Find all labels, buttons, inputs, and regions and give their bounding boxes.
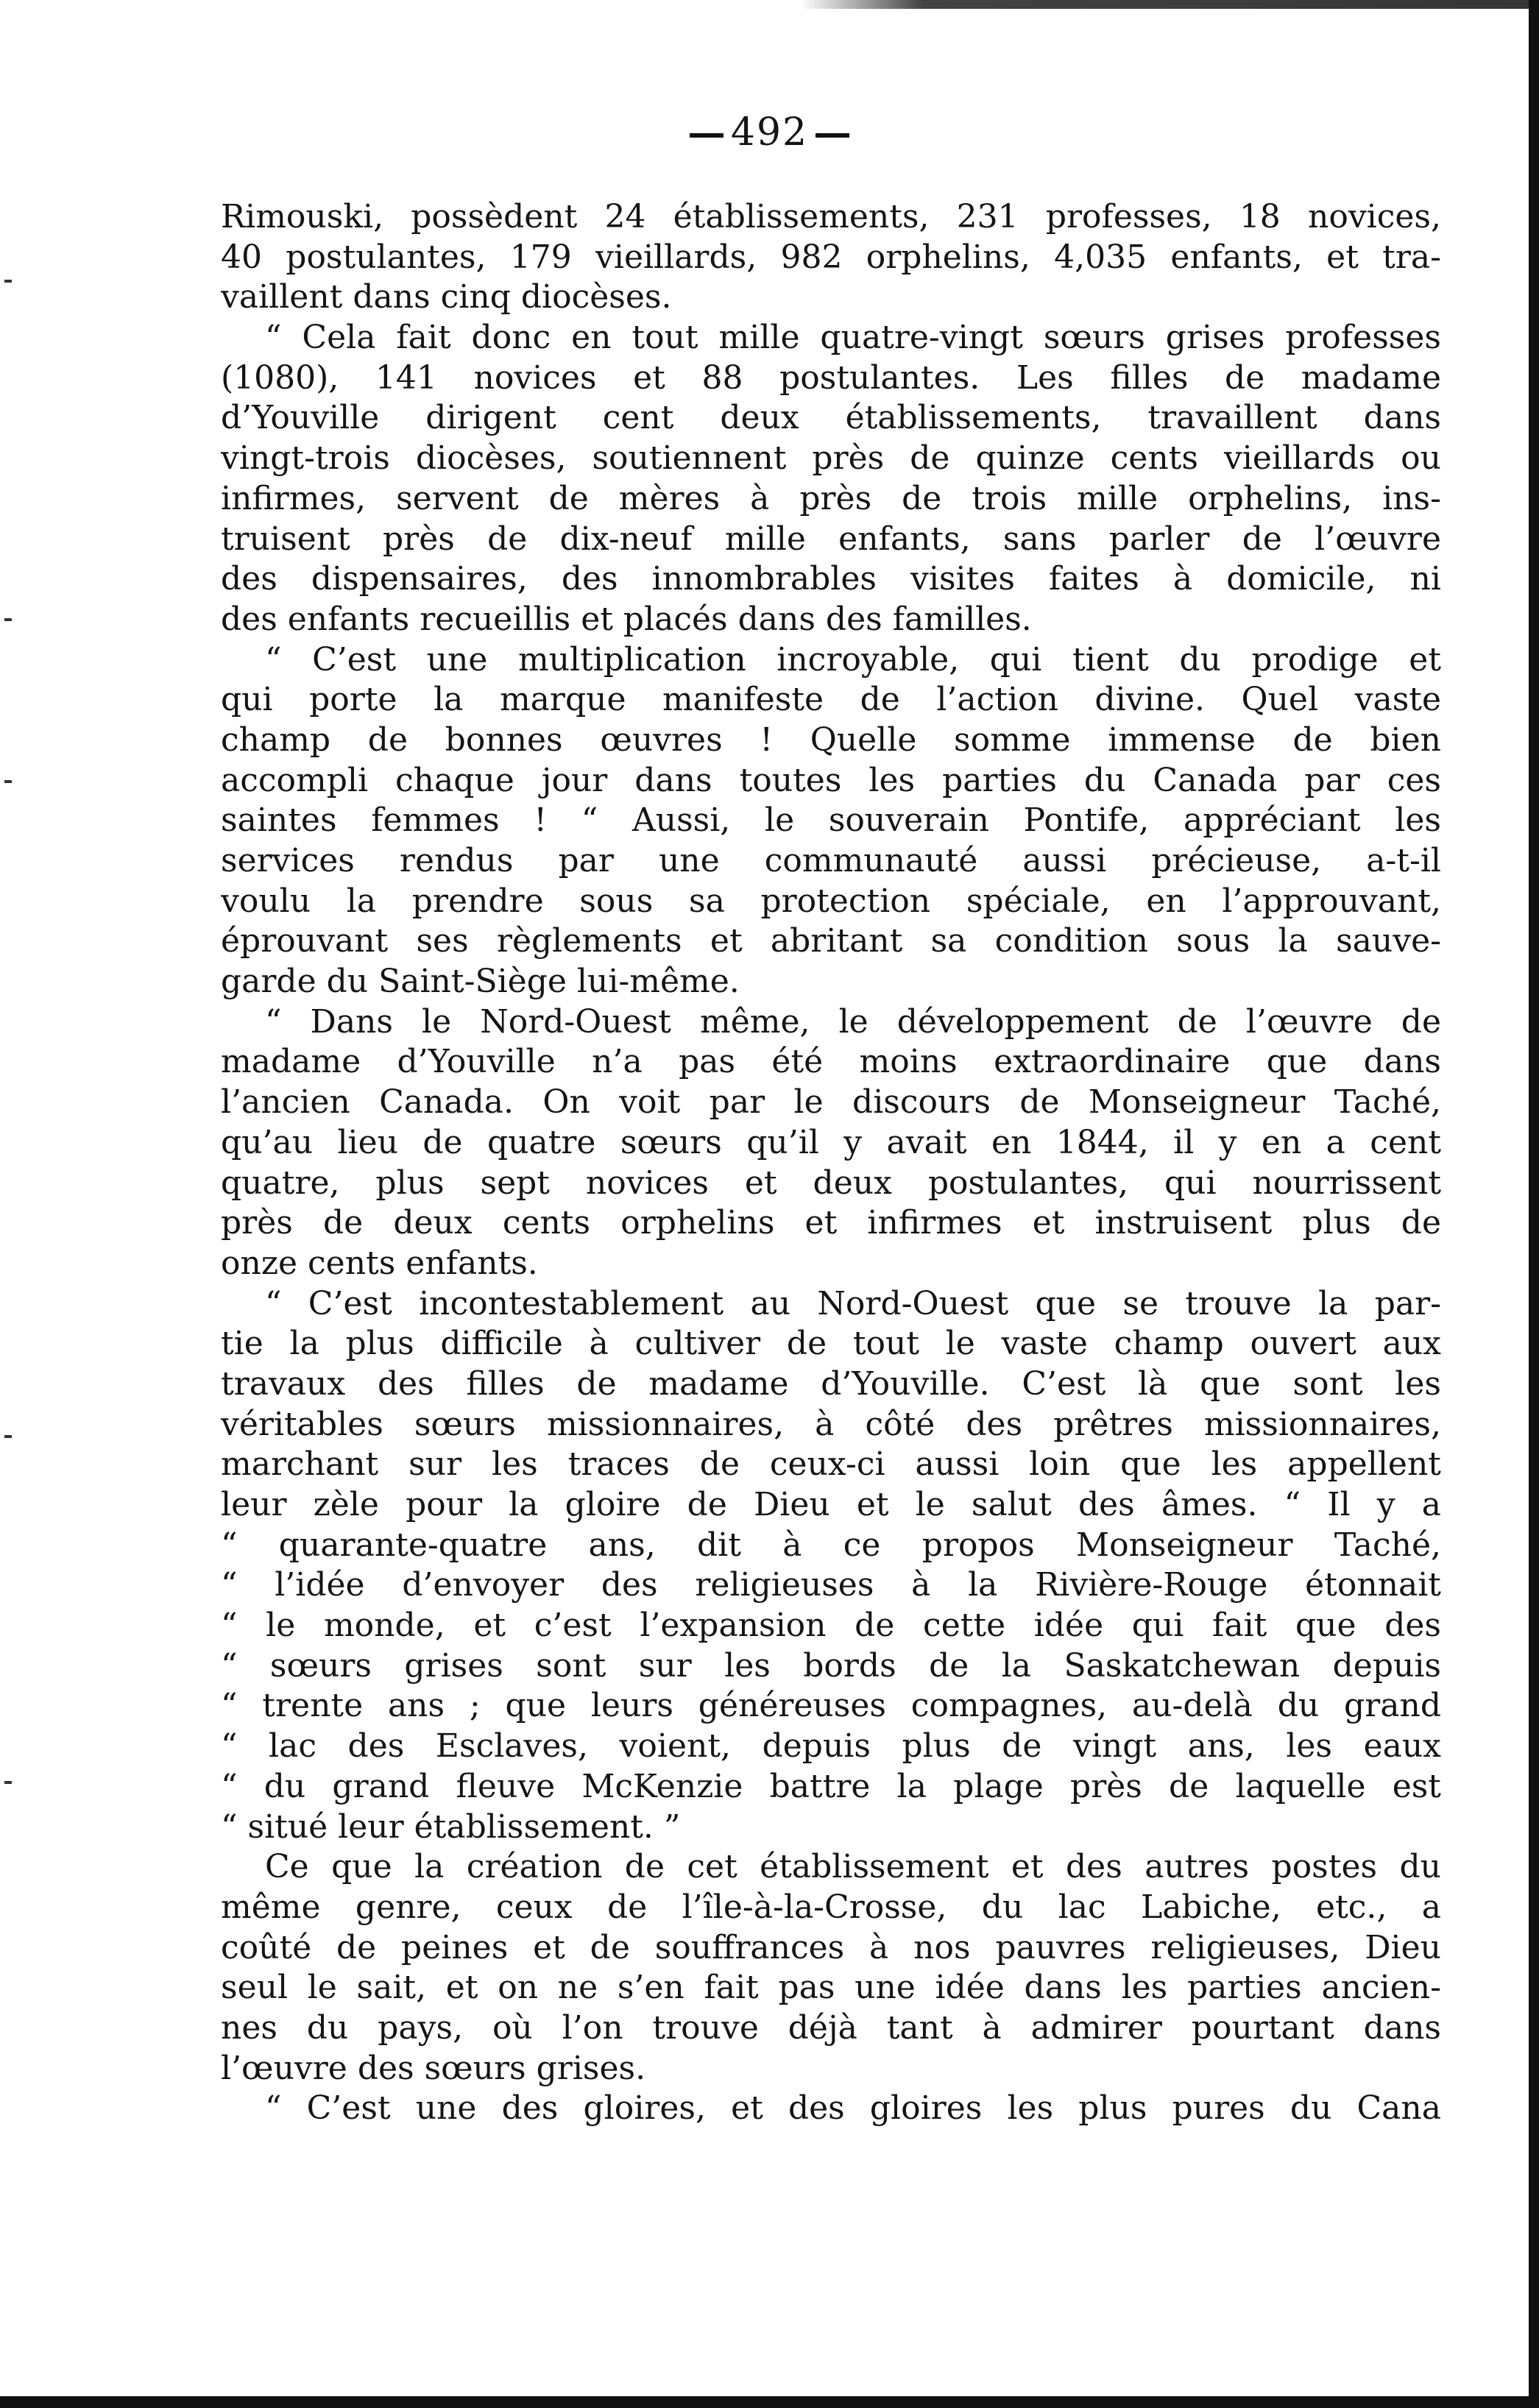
text-line: même genre, ceux de l’île-à-la-Crosse, du lac Labiche, etc., a [221,1888,1441,1926]
text-line: éprouvant ses règlements et abritant sa condition sous la sauve- [221,922,1441,960]
text-line: (1080), 141 novices et 88 postulantes. Les filles de madame [221,358,1441,397]
text-line: madame d’Youville n’a pas été moins extraordinaire que dans [221,1043,1441,1081]
scan-edge-bottom [0,2396,1539,2408]
body-text [221,197,1441,2129]
text-line: qui porte la marque manifeste de l’action divine. Quel vaste [221,681,1441,719]
text-line: “ du grand fleuve McKenzie battre la plage près de laquelle est [221,1767,1441,1805]
text-line: près de deux cents orphelins et infirmes et instruisent plus de [221,1204,1441,1242]
text-line: “ C’est une multiplication incroyable, qui tient du prodige et [265,640,1441,679]
text-line: leur zèle pour la gloire de Dieu et le salut des âmes. “ Il y a [221,1486,1441,1523]
text-line: des dispensaires, des innombrables visites faites à domicile, ni [221,560,1441,598]
text-line: accompli chaque jour dans toutes les parties du Canada par ces [221,761,1441,799]
text-line: “ lac des Esclaves, voient, depuis plus de vingt ans, les eaux [221,1727,1441,1766]
text-line: “ Cela fait donc en tout mille quatre-vingt sœurs grises professes [265,319,1441,357]
text-line: marchant sur les traces de ceux-ci aussi loin que les appellent [221,1445,1441,1484]
text-line: saintes femmes ! “ Aussi, le souverain Pontife, appréciant les [221,801,1441,840]
text-line: Ce que la création de cet établissement et des autres postes du [265,1848,1441,1886]
text-line: “ C’est une des gloires, et des gloires les plus pures du Cana [265,2089,1441,2128]
text-line: l’œuvre des sœurs grises. [221,2049,646,2087]
text-line: “ quarante-quatre ans, dit à ce propos Monseigneur Taché, [221,1526,1441,1564]
text-line: “ trente ans ; que leurs généreuses compagnes, au-delà du grand [221,1687,1441,1725]
text-line: coûté de peines et de souffrances à nos pauvres religieuses, Dieu [221,1928,1441,1966]
scan-edge-right [1529,0,1539,2408]
scan-speck [4,618,12,621]
text-line: “ Dans le Nord-Ouest même, le développement de l’œuvre de [265,1002,1441,1041]
scan-speck [4,780,12,783]
text-line: l’ancien Canada. On voit par le discours de Monseigneur Taché, [221,1083,1441,1122]
text-line: voulu la prendre sous sa protection spéciale, en l’approuvant, [221,882,1441,920]
text-line: des enfants recueillis et placés dans des familles. [221,600,1032,638]
text-line: “ le monde, et c’est l’expansion de cette idée qui fait que des [221,1607,1441,1645]
page-number-header [0,110,1539,155]
text-line: véritables sœurs missionnaires, à côté des prêtres missionnaires, [221,1405,1441,1443]
text-line: d’Youville dirigent cent deux établissements, travaillent dans [221,399,1441,437]
text-line: Rimouski, possèdent 24 établissements, 231 professes, 18 novices, [221,198,1441,236]
text-line: onze cents enfants. [221,1244,538,1282]
text-line: nes du pays, où l’on trouve déjà tant à admirer pourtant dans [221,2008,1441,2047]
scan-speck [4,1781,12,1784]
text-line: champ de bonnes œuvres ! Quelle somme immense de bien [221,720,1441,759]
text-line: “ sœurs grises sont sur les bords de la Saskatchewan depuis [221,1646,1441,1685]
text-line: infirmes, servent de mères à près de trois mille orphelins, ins- [221,479,1441,517]
page-number: 492 [730,110,809,155]
text-line: travaux des filles de madame d’Youville. C’est là que sont les [221,1364,1441,1403]
text-line: seul le sait, et on ne s’en fait pas une idée dans les parties ancien- [221,1969,1441,2007]
text-line: vingt-trois diocèses, soutiennent près de quinze cents vieillards ou [221,439,1441,478]
text-line: 40 postulantes, 179 vieillards, 982 orphelins, 4,035 enfants, et tra- [221,238,1441,276]
header-ornament [690,133,723,138]
text-line: garde du Saint-Siège lui-même. [221,963,740,1001]
text-line: “ C’est incontestablement au Nord-Ouest que se trouve la par- [265,1284,1441,1322]
text-line: vaillent dans cinq diocèses. [221,278,672,316]
text-line: quatre, plus sept novices et deux postulantes, qui nourrissent [221,1164,1441,1202]
text-line: qu’au lieu de quatre sœurs qu’il y avait en 1844, il y en a cent [221,1123,1441,1161]
scan-speck [4,1435,12,1438]
scan-speck [4,280,12,283]
text-line: “ situé leur établissement. ” [221,1807,681,1846]
text-line: truisent près de dix-neuf mille enfants, sans parler de l’œuvre [221,520,1441,558]
header-ornament [816,133,849,138]
scan-edge-top [0,0,1539,9]
text-line: services rendus par une communauté aussi précieuse, a-t-il [221,842,1441,879]
text-line: “ l’idée d’envoyer des religieuses à la Rivière-Rouge étonnait [221,1566,1441,1604]
text-line: tie la plus difficile à cultiver de tout le vaste champ ouvert aux [221,1325,1441,1363]
